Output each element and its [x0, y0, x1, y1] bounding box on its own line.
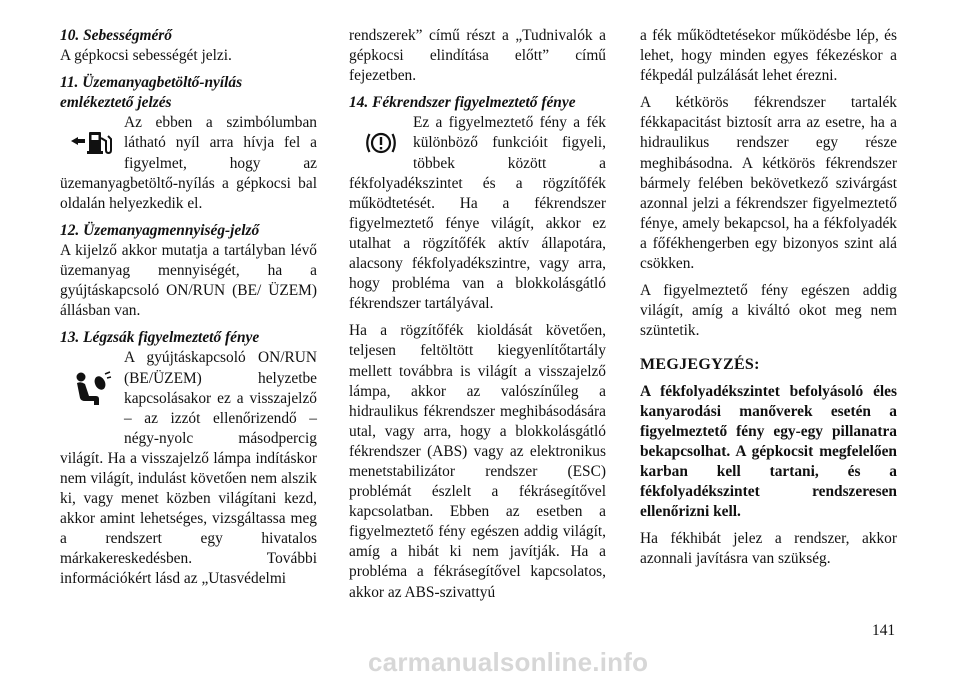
col2-continuation: rendszerek” című részt a „Tudnivalók a gépkocsi elindítása előtt” című fejezetben. — [349, 27, 606, 85]
airbag-icon — [60, 348, 124, 430]
section-13-text: A gyújtáskapcsoló ON/RUN (BE/ÜZEM) helyzetbe kapcsolásakor ez a visszajelző – az izzót ellenőrizendő – négy-nyolc másodpercig világít. Ha a visszajelző lámpa indításkor nem világít, indulást követően nem alszik ki, vagy menet közben világítani kezd, akkor amint lehetséges, vizsgáltassa meg a rendszert egy hivatalos márkakereskedésben. További információkért lásd az „Utasvédelmi — [60, 349, 317, 588]
col3-paragraph-3: A figyelmeztető fény egészen addig világít, amíg a kiváltó okot meg nem szüntetik. — [640, 282, 897, 340]
note-text: A fékfolyadékszintet befolyásoló éles kanyarodási manőverek esetén a figyelmeztető fény egy-egy pillanatra bekapcsolhat. A gépkocsit megfelelően karban kell tartani, és a fékfolyadékszintet rendszeresen ellenőrizni kell. — [640, 382, 897, 521]
section-10-text: A gépkocsi sebességét jelzi. — [60, 47, 232, 65]
section-12-heading: 12. Üzemanyagmennyiség-jelző — [60, 221, 260, 239]
section-13-heading: 13. Légzsák figyelmeztető fénye — [60, 329, 260, 347]
page-number: 141 — [872, 622, 896, 639]
section-11-text: Az ebben a szimbólumban látható nyíl arra hívja fel a figyelmet, hogy az üzemanyagbetöltő-nyílás a gépkocsi bal oldalán helyezkedik el. — [60, 114, 317, 212]
col3-paragraph-4: Ha fékhibát jelez a rendszer, akkor azonnali javításra van szükség. — [640, 530, 897, 568]
section-12-text: A kijelző akkor mutatja a tartályban lévő üzemanyag mennyiségét, ha a gyújtáskapcsoló ON/RUN (BE/ ÜZEM) állásban van. — [60, 241, 317, 320]
col2-paragraph-2: Ha a rögzítőfék kioldását követően, teljesen feltöltött kiegyenlítőtartály mellett továbbra is világít a visszajelző lámpa, akkor az valószínűleg a hidraulikus fékrendszer meghibásodására utal, vagy arra, hogy a blokkolásgátló fékrendszer (ABS) vagy az elektronikus menetstabilizátor rendszer (ESC) problémát észlelt a fékrásegítővel kapcsolatban. Ebben az esetben a figyelmeztető fény egészen addig világít, amíg a hibát ki nem javítják. Ha a probléma a fékrásegítővel kapcsolatos, akkor az ABS-szivattyú — [349, 322, 606, 601]
section-14-text: Ez a figyelmeztető fény a fék különböző funkcióit figyeli, többek között a fékfolyadékszintet és a rögzítőfék működtetését. Ha a fékrendszer figyelmeztető fénye világít, akkor ez utalhat a rögzítőfék aktív állapotára, alacsony fékfolyadékszintre, vagy arra, hogy probléma van a blokkolásgátló fékrendszer tartályával. — [349, 114, 606, 313]
section-11-heading: 11. Üzemanyagbetöltő-nyílás emlékeztető jelzés — [60, 74, 243, 112]
note-heading: MEGJEGYZÉS: — [640, 356, 760, 374]
section-10-heading: 10. Sebességmérő — [60, 27, 172, 44]
column-2 — [349, 26, 606, 603]
col3-paragraph-2: A kétkörös fékrendszer tartalék fékkapacitást biztosít arra az esetre, ha a hidraulikus rendszer egy része meghibásodna. A kétkörös fékrendszer bármely felében bekövetkező szivárgást azonnal jelzi a fékrendszer figyelmeztető fénye, amely bekapcsol, ha a fékfolyadék a főfékhengerben egy bizonyos szint alá csökken. — [640, 94, 897, 273]
watermark: carmanualsonline.info — [368, 647, 649, 677]
col3-continuation: a fék működtetésekor működésbe lép, és lehet, hogy minden egyes fékezéskor a fékpedál pulzálását lehet érezni. — [640, 27, 897, 85]
fuel-door-icon — [60, 113, 124, 173]
section-14-heading: 14. Fékrendszer figyelmeztető fénye — [349, 94, 576, 112]
column-3 — [640, 26, 897, 569]
brake-warning-icon — [349, 113, 413, 173]
column-1 — [60, 26, 317, 590]
